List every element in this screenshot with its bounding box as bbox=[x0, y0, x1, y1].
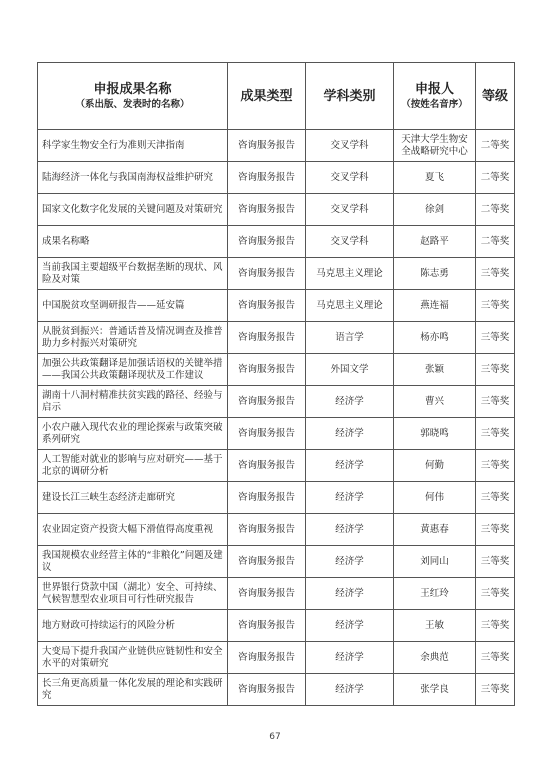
table-row bbox=[38, 610, 515, 642]
cell-type: 咨询服务报告 bbox=[228, 578, 306, 610]
cell-type: 咨询服务报告 bbox=[228, 642, 306, 674]
cell-name: 加强公共政策翻译是加强话语权的关键举措——我国公共政策翻译现状及工作建议 bbox=[38, 354, 228, 386]
cell-type: 咨询服务报告 bbox=[228, 258, 306, 290]
cell-type: 咨询服务报告 bbox=[228, 162, 306, 194]
cell-discipline: 经济学 bbox=[306, 418, 394, 450]
cell-applicant: 余典范 bbox=[394, 642, 476, 674]
header-type-label: 成果类型 bbox=[240, 88, 293, 104]
cell-grade: 三等奖 bbox=[476, 386, 515, 418]
cell-applicant: 何伟 bbox=[394, 482, 476, 514]
cell-grade: 三等奖 bbox=[476, 642, 515, 674]
cell-discipline: 马克思主义理论 bbox=[306, 258, 394, 290]
cell-applicant: 徐剑 bbox=[394, 194, 476, 226]
cell-applicant: 陈志勇 bbox=[394, 258, 476, 290]
cell-discipline: 经济学 bbox=[306, 482, 394, 514]
table-row bbox=[38, 194, 515, 226]
page-number: 67 bbox=[269, 732, 281, 742]
cell-name: 当前我国主要超级平台数据垄断的现状、风险及对策 bbox=[38, 258, 228, 290]
cell-discipline: 经济学 bbox=[306, 578, 394, 610]
cell-discipline: 交叉学科 bbox=[306, 194, 394, 226]
cell-applicant: 郭晓鸣 bbox=[394, 418, 476, 450]
cell-applicant: 天津大学生物安全战略研究中心 bbox=[394, 130, 476, 162]
cell-grade: 三等奖 bbox=[476, 418, 515, 450]
cell-type: 咨询服务报告 bbox=[228, 194, 306, 226]
cell-name: 中国脱贫攻坚调研报告——延安篇 bbox=[38, 290, 228, 322]
table-row bbox=[38, 578, 515, 610]
table-body bbox=[38, 130, 515, 706]
header-name-label: 申报成果名称 bbox=[93, 82, 172, 97]
cell-applicant: 何勤 bbox=[394, 450, 476, 482]
cell-discipline: 经济学 bbox=[306, 610, 394, 642]
cell-grade: 三等奖 bbox=[476, 578, 515, 610]
cell-type: 咨询服务报告 bbox=[228, 482, 306, 514]
table-row bbox=[38, 258, 515, 290]
cell-type: 咨询服务报告 bbox=[228, 514, 306, 546]
table-row bbox=[38, 130, 515, 162]
cell-grade: 二等奖 bbox=[476, 194, 515, 226]
cell-name: 世界银行贷款中国（湖北）安全、可持续、气候智慧型农业项目可行性研究报告 bbox=[38, 578, 228, 610]
cell-name: 湖南十八洞村精准扶贫实践的路径、经验与启示 bbox=[38, 386, 228, 418]
cell-applicant: 夏飞 bbox=[394, 162, 476, 194]
cell-name: 人工智能对就业的影响与应对研究——基于北京的调研分析 bbox=[38, 450, 228, 482]
cell-name: 大变局下提升我国产业链供应链韧性和安全水平的对策研究 bbox=[38, 642, 228, 674]
cell-name: 地方财政可持续运行的风险分析 bbox=[38, 610, 228, 642]
cell-grade: 三等奖 bbox=[476, 674, 515, 706]
cell-discipline: 经济学 bbox=[306, 674, 394, 706]
cell-type: 咨询服务报告 bbox=[228, 386, 306, 418]
cell-grade: 二等奖 bbox=[476, 226, 515, 258]
table-row bbox=[38, 354, 515, 386]
table-row bbox=[38, 450, 515, 482]
table-row bbox=[38, 162, 515, 194]
cell-name: 长三角更高质量一体化发展的理论和实践研究 bbox=[38, 674, 228, 706]
cell-applicant: 燕连福 bbox=[394, 290, 476, 322]
header-type bbox=[228, 63, 306, 130]
header-applicant-note: （按姓名音序） bbox=[401, 99, 468, 110]
cell-name: 我国规模农业经营主体的“非粮化”问题及建议 bbox=[38, 546, 228, 578]
cell-discipline: 交叉学科 bbox=[306, 226, 394, 258]
cell-type: 咨询服务报告 bbox=[228, 418, 306, 450]
cell-name: 成果名称略 bbox=[38, 226, 228, 258]
cell-applicant: 王红玲 bbox=[394, 578, 476, 610]
cell-grade: 三等奖 bbox=[476, 514, 515, 546]
cell-discipline: 交叉学科 bbox=[306, 162, 394, 194]
cell-type: 咨询服务报告 bbox=[228, 226, 306, 258]
cell-name: 国家文化数字化发展的关键问题及对策研究 bbox=[38, 194, 228, 226]
table-row bbox=[38, 546, 515, 578]
table-row bbox=[38, 482, 515, 514]
header-grade bbox=[476, 63, 515, 130]
cell-grade: 三等奖 bbox=[476, 546, 515, 578]
cell-name: 陆海经济一体化与我国南海权益维护研究 bbox=[38, 162, 228, 194]
cell-type: 咨询服务报告 bbox=[228, 354, 306, 386]
cell-name: 建设长江三峡生态经济走廊研究 bbox=[38, 482, 228, 514]
cell-discipline: 外国文学 bbox=[306, 354, 394, 386]
table-row bbox=[38, 290, 515, 322]
cell-grade: 二等奖 bbox=[476, 162, 515, 194]
header-applicant bbox=[394, 63, 476, 130]
header-name bbox=[38, 63, 228, 130]
cell-grade: 三等奖 bbox=[476, 290, 515, 322]
cell-applicant: 张学良 bbox=[394, 674, 476, 706]
cell-discipline: 经济学 bbox=[306, 450, 394, 482]
table-row bbox=[38, 514, 515, 546]
cell-name: 农业固定资产投资大幅下滑值得高度重视 bbox=[38, 514, 228, 546]
cell-discipline: 语言学 bbox=[306, 322, 394, 354]
cell-applicant: 张颖 bbox=[394, 354, 476, 386]
cell-applicant: 王敏 bbox=[394, 610, 476, 642]
cell-discipline: 经济学 bbox=[306, 386, 394, 418]
cell-discipline: 交叉学科 bbox=[306, 130, 394, 162]
cell-type: 咨询服务报告 bbox=[228, 290, 306, 322]
table-row bbox=[38, 674, 515, 706]
table-row bbox=[38, 418, 515, 450]
awards-table bbox=[37, 62, 515, 706]
cell-type: 咨询服务报告 bbox=[228, 450, 306, 482]
cell-discipline: 马克思主义理论 bbox=[306, 290, 394, 322]
table-row bbox=[38, 226, 515, 258]
table-row bbox=[38, 386, 515, 418]
cell-discipline: 经济学 bbox=[306, 642, 394, 674]
cell-type: 咨询服务报告 bbox=[228, 130, 306, 162]
cell-applicant: 杨亦鸣 bbox=[394, 322, 476, 354]
cell-type: 咨询服务报告 bbox=[228, 322, 306, 354]
cell-applicant: 曹兴 bbox=[394, 386, 476, 418]
cell-grade: 三等奖 bbox=[476, 482, 515, 514]
cell-grade: 三等奖 bbox=[476, 450, 515, 482]
cell-name: 小农户融入现代农业的理论探索与政策突破系列研究 bbox=[38, 418, 228, 450]
header-name-note: （系出版、发表时的名称） bbox=[75, 99, 190, 110]
cell-name: 科学家生物安全行为准则天津指南 bbox=[38, 130, 228, 162]
header-discipline-label: 学科类别 bbox=[323, 88, 376, 104]
cell-grade: 三等奖 bbox=[476, 354, 515, 386]
cell-discipline: 经济学 bbox=[306, 546, 394, 578]
cell-applicant: 黄惠春 bbox=[394, 514, 476, 546]
cell-grade: 三等奖 bbox=[476, 610, 515, 642]
cell-type: 咨询服务报告 bbox=[228, 610, 306, 642]
cell-name: 从脱贫到振兴：普通话普及情况调查及推普助力乡村振兴对策研究 bbox=[38, 322, 228, 354]
header-discipline bbox=[306, 63, 394, 130]
table-row bbox=[38, 322, 515, 354]
table-header bbox=[38, 63, 515, 130]
header-applicant-label: 申报人 bbox=[414, 82, 454, 97]
cell-type: 咨询服务报告 bbox=[228, 546, 306, 578]
cell-grade: 二等奖 bbox=[476, 130, 515, 162]
header-row bbox=[38, 63, 515, 130]
header-grade-label: 等级 bbox=[481, 88, 508, 104]
table-row bbox=[38, 642, 515, 674]
cell-discipline: 经济学 bbox=[306, 514, 394, 546]
cell-grade: 三等奖 bbox=[476, 322, 515, 354]
cell-applicant: 刘同山 bbox=[394, 546, 476, 578]
cell-type: 咨询服务报告 bbox=[228, 674, 306, 706]
cell-grade: 三等奖 bbox=[476, 258, 515, 290]
cell-applicant: 赵路平 bbox=[394, 226, 476, 258]
